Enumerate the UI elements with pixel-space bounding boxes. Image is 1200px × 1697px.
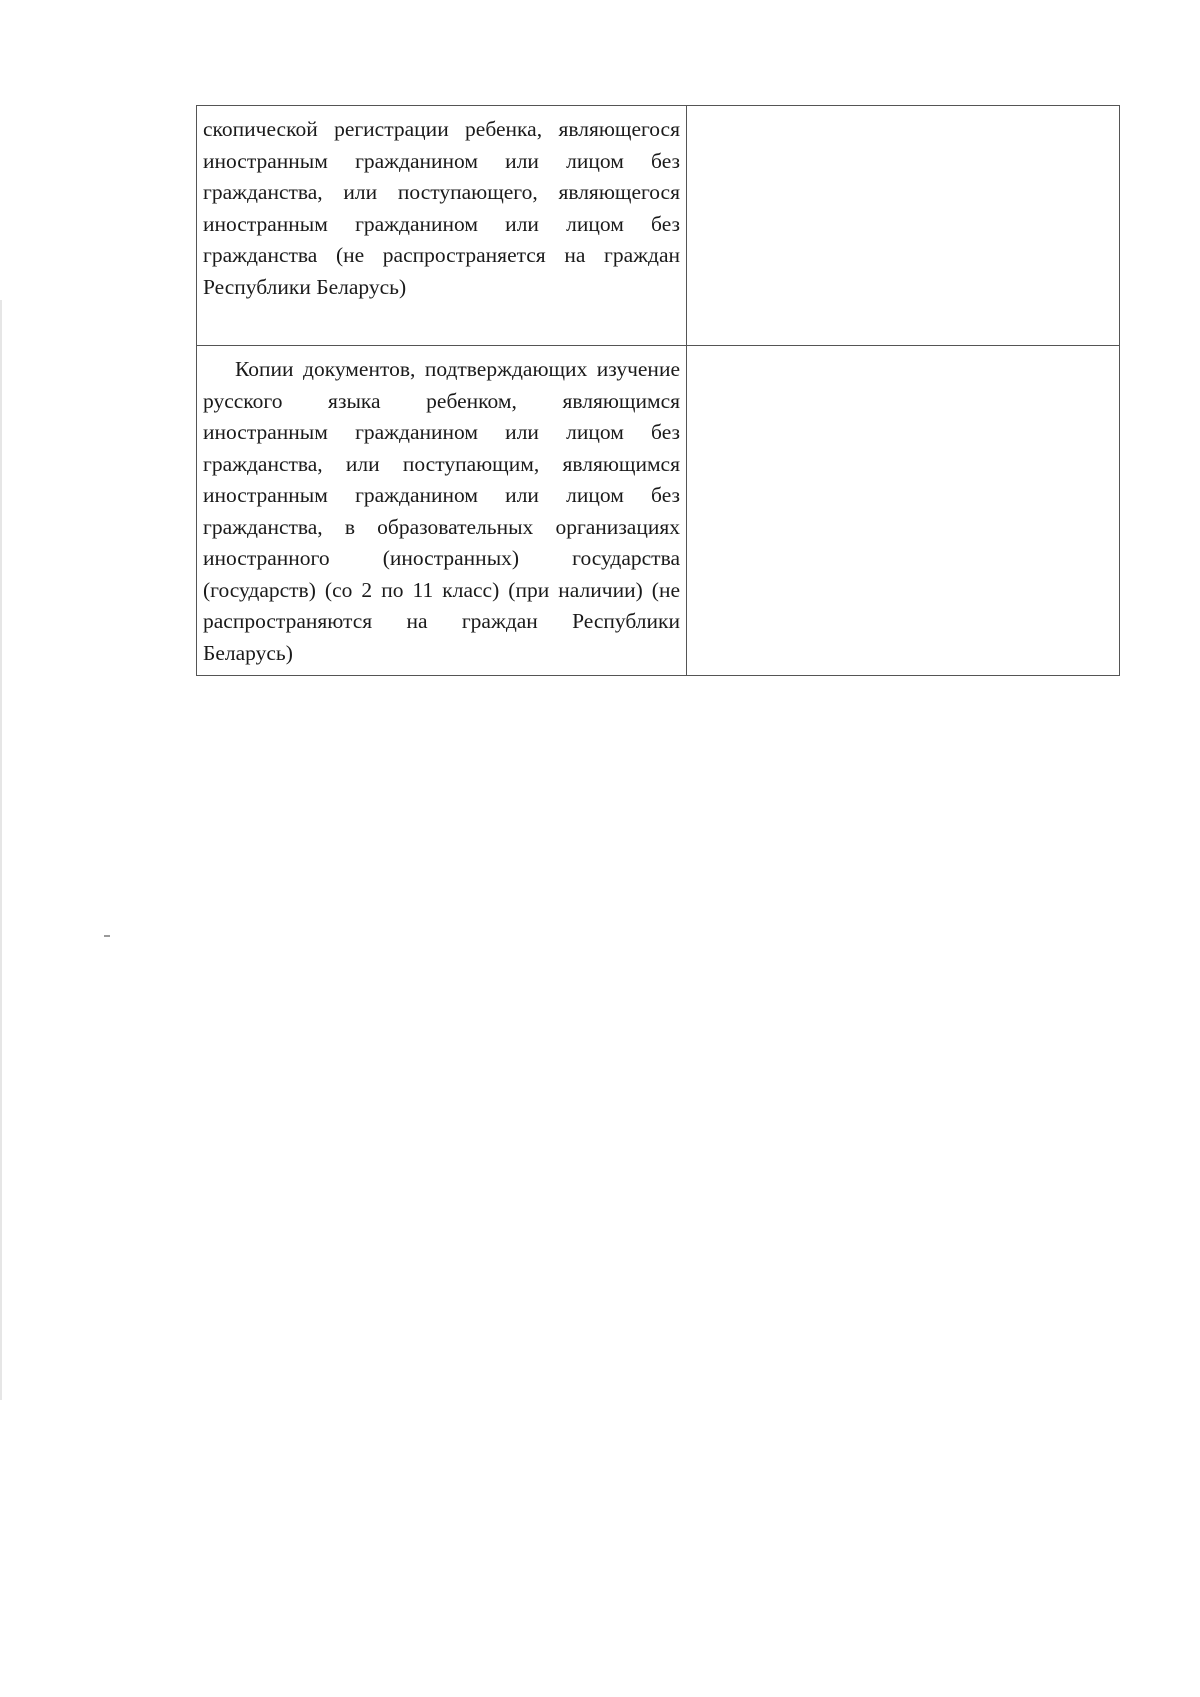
document-table <box>196 105 1120 676</box>
scan-speck <box>104 935 110 937</box>
table-row <box>197 346 1120 676</box>
table-cell-empty <box>687 346 1120 676</box>
scan-edge <box>0 300 2 1400</box>
table-cell-empty <box>687 106 1120 346</box>
table-row <box>197 106 1120 346</box>
table-cell-requirement: скопической регистрации ребенка, являющегося иностранным гражданином или лицом без гражданства, или поступающего, являющегося иностранным гражданином или лицом без гражданства (не распространяется на граждан Республики Беларусь) <box>197 106 687 346</box>
table-cell-requirement: Копии документов, подтверждающих изучение русского языка ребенком, являющимся иностранным гражданином или лицом без гражданства, или поступающим, являющимся иностранным гражданином или лицом без гражданства, в образовательных организациях иностранного (иностранных) государства (государств) (со 2 по 11 класс) (при наличии) (не распространяются на граждан Республики Беларусь) <box>197 346 687 676</box>
